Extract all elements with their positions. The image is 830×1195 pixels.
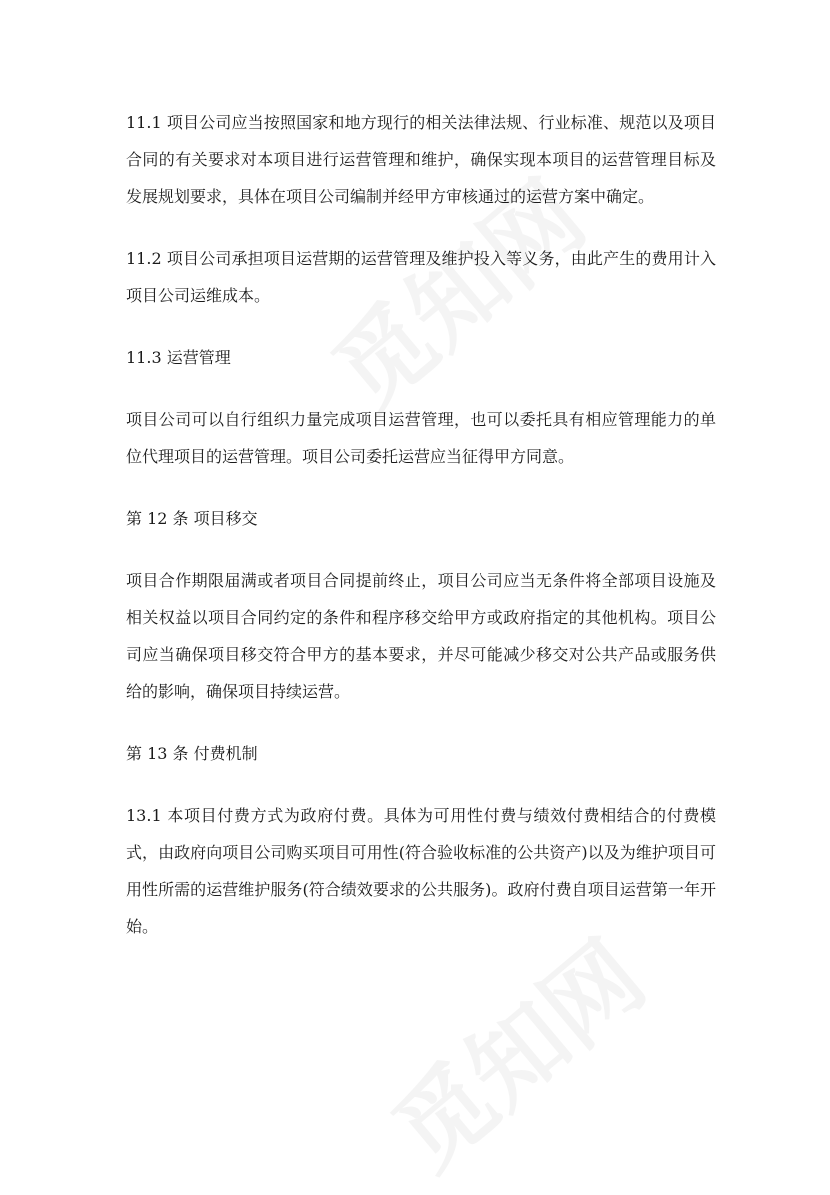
document-body xyxy=(126,104,716,945)
heading-11-3: 11.3 运营管理 xyxy=(126,348,231,367)
paragraph-11-1: 11.1 项目公司应当按照国家和地方现行的相关法律法规、行业标准、规范以及项目合同的有关要求对本项目进行运营管理和维护，确保实现本项目的运营管理目标及发展规划要求，具体在项目公司编制并经甲方审核通过的运营方案中确定。 xyxy=(126,113,716,206)
heading-article-13: 第 13 条 付费机制 xyxy=(126,744,258,763)
heading-article-12: 第 12 条 项目移交 xyxy=(126,509,258,528)
paragraph-13-1: 13.1 本项目付费方式为政府付费。具体为可用性付费与绩效付费相结合的付费模式，由政府向项目公司购买项目可用性(符合验收标准的公共资产)以及为维护项目可用性所需的运营维护服务(符合绩效要求的公共服务)。政府付费自项目运营第一年开始。 xyxy=(126,806,716,936)
watermark-logo-bottom xyxy=(360,905,669,1195)
paragraph-project-transfer: 项目合作期限届满或者项目合同提前终止，项目公司应当无条件将全部项目设施及相关权益以项目合同约定的条件和程序移交给甲方或政府指定的其他机构。项目公司应当确保项目移交符合甲方的基本要求，并尽可能减少移交对公共产品或服务供给的影响，确保项目持续运营。 xyxy=(126,571,716,701)
paragraph-operation-management: 项目公司可以自行组织力量完成项目运营管理，也可以委托具有相应管理能力的单位代理项目的运营管理。项目公司委托运营应当征得甲方同意。 xyxy=(126,410,716,466)
paragraph-11-2: 11.2 项目公司承担项目运营期的运营管理及维护投入等义务，由此产生的费用计入项目公司运维成本。 xyxy=(126,249,716,305)
